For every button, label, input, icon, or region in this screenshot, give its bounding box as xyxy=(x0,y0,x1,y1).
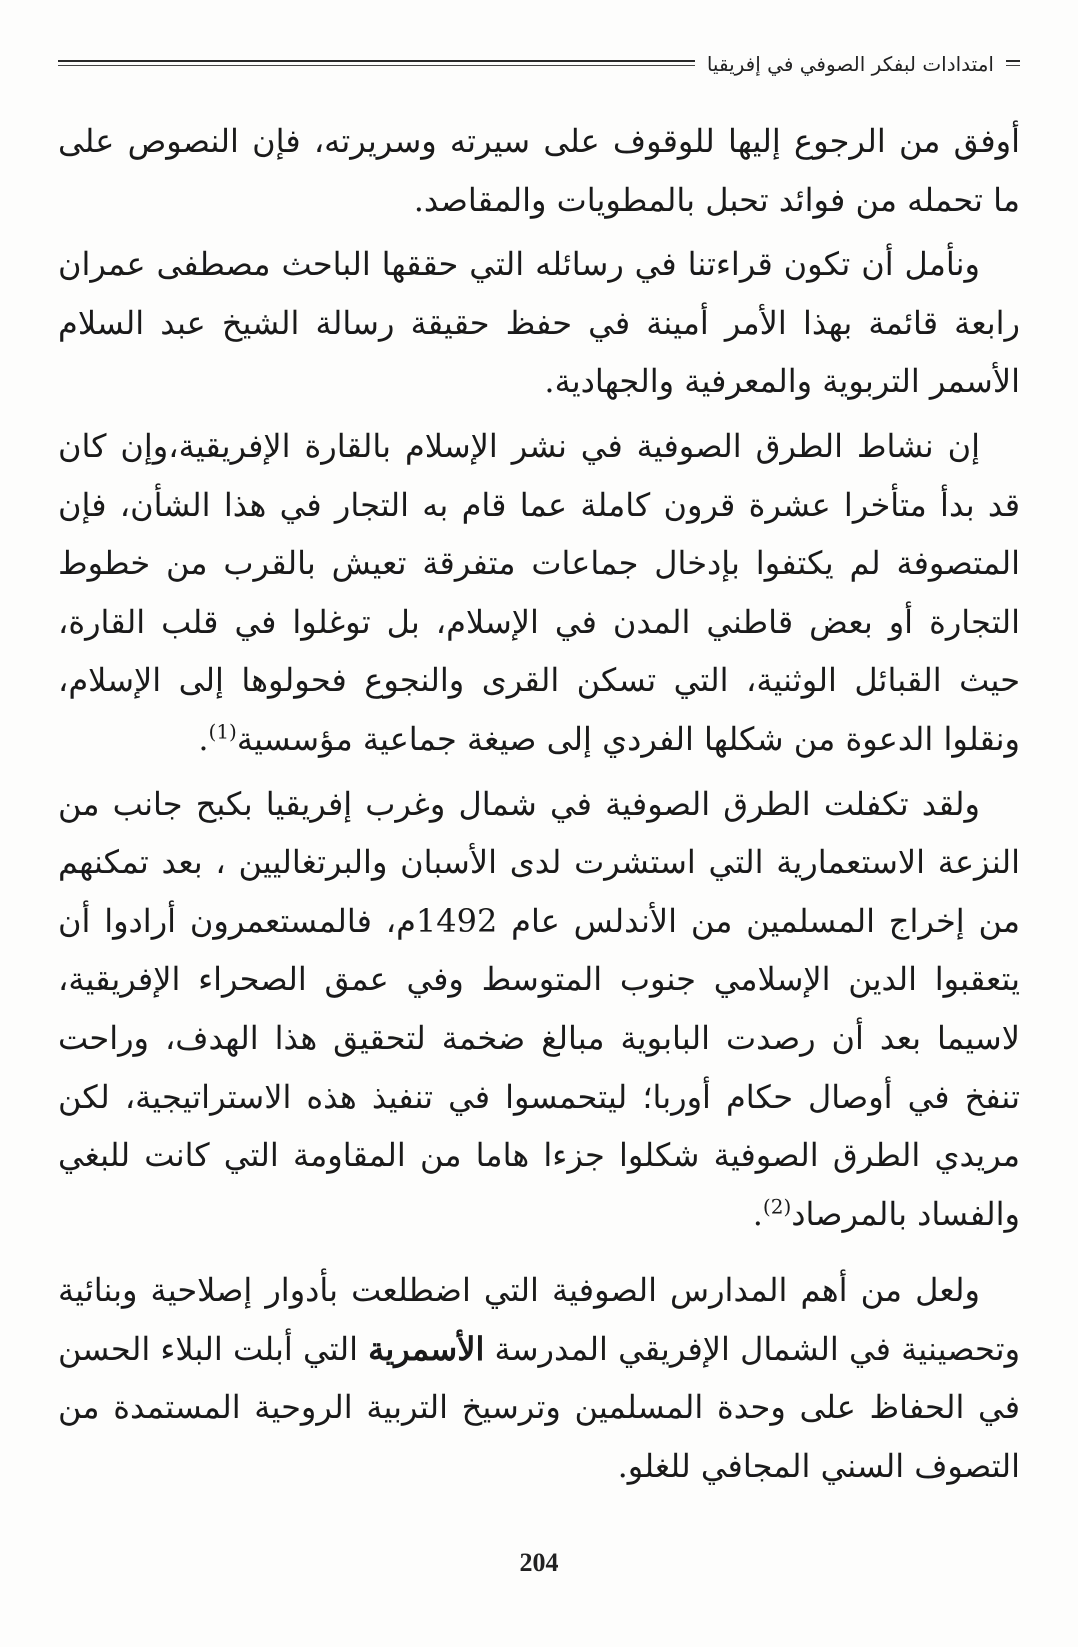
page-number: 204 xyxy=(519,1548,559,1577)
paragraph-3 xyxy=(58,417,1020,769)
paragraph-3-text: إن نشاط الطرق الصوفية في نشر الإسلام بالقارة الإفريقية،وإن كان قد بدأ متأخرا عشرة قرون كاملة عما قام به التجار في هذا الشأن، فإن المتصوفة لم يكتفوا بإدخال جماعات متفرقة تعيش بالقرب من خطوط التجارة أو بعض قاطني المدن في الإسلام، بل توغلوا في قلب القارة، حيث القبائل الوثنية، التي تسكن القرى والنجوع فحولوها إلى الإسلام، ونقلوا الدعوة من شكلها الفردي إلى صيغة جماعية مؤسسية xyxy=(58,426,1020,758)
running-header-title: امتدادات لبفكر الصوفي في إفريقيا xyxy=(706,52,994,76)
paragraph-4-text: ولقد تكفلت الطرق الصوفية في شمال وغرب إفريقيا بكبح جانب من النزعة الاستعمارية التي استشرت لدى الأسبان والبرتغاليين ، بعد تمكنهم من إخراج المسلمين من الأندلس عام 1492م، فالمستعمرون أرادوا أن يتعقبوا الدين الإسلامي جنوب المتوسط وفي عمق الصحراء الإفريقية، لاسيما بعد أن رصدت البابوية مبالغ ضخمة لتحقيق هذا الهدف، وراحت تنفخ في أوصال حكام أوربا؛ ليتحمسوا في تنفيذ هذه الاستراتيجية، لكن مريدي الطرق الصوفية شكلوا جزءا هاما من المقاومة التي كانت للبغي والفساد بالمرصاد xyxy=(58,784,1021,1233)
paragraph-5-after: التي أبلت البلاء الحسن في الحفاظ على وحدة المسلمين وترسيخ التربية الروحية المستمدة من التصوف السني المجافي للغلو. xyxy=(58,1329,1020,1486)
header-rule-right xyxy=(1006,59,1020,69)
paragraph-1 xyxy=(58,112,1020,229)
body-text xyxy=(58,112,1020,1496)
running-header xyxy=(58,44,1020,84)
paragraph-1-text: أوفق من الرجوع إليها للوقوف على سيرته وسريرته، فإن النصوص على ما تحمله من فوائد تحبل بالمطويات والمقاصد. xyxy=(58,122,1021,219)
footnote-marker-1: (1) xyxy=(208,719,237,744)
header-rule-left xyxy=(58,59,695,69)
paragraph-3-end: . xyxy=(198,719,209,758)
paragraph-5-before: ولعل من أهم المدارس الصوفية التي اضطلعت بأدوار إصلاحية وبنائية وتحصينية في الشمال الإفريقي المدرسة xyxy=(58,1271,1021,1368)
paragraph-2-text: ونأمل أن تكون قراءتنا في رسائله التي حققها الباحث مصطفى عمران رابعة قائمة بهذا الأمر أمينة في حفظ حقيقة رسالة الشيخ عبد السلام الأسمر التربوية والمعرفية والجهادية. xyxy=(58,245,1021,401)
footnote-marker-2: (2) xyxy=(762,1194,792,1219)
paragraph-4-end: . xyxy=(752,1194,763,1233)
paragraph-5-bold-term: الأسمرية xyxy=(368,1329,485,1368)
paragraph-4 xyxy=(58,775,1020,1244)
paragraph-5 xyxy=(58,1261,1020,1495)
paragraph-2 xyxy=(58,235,1020,411)
